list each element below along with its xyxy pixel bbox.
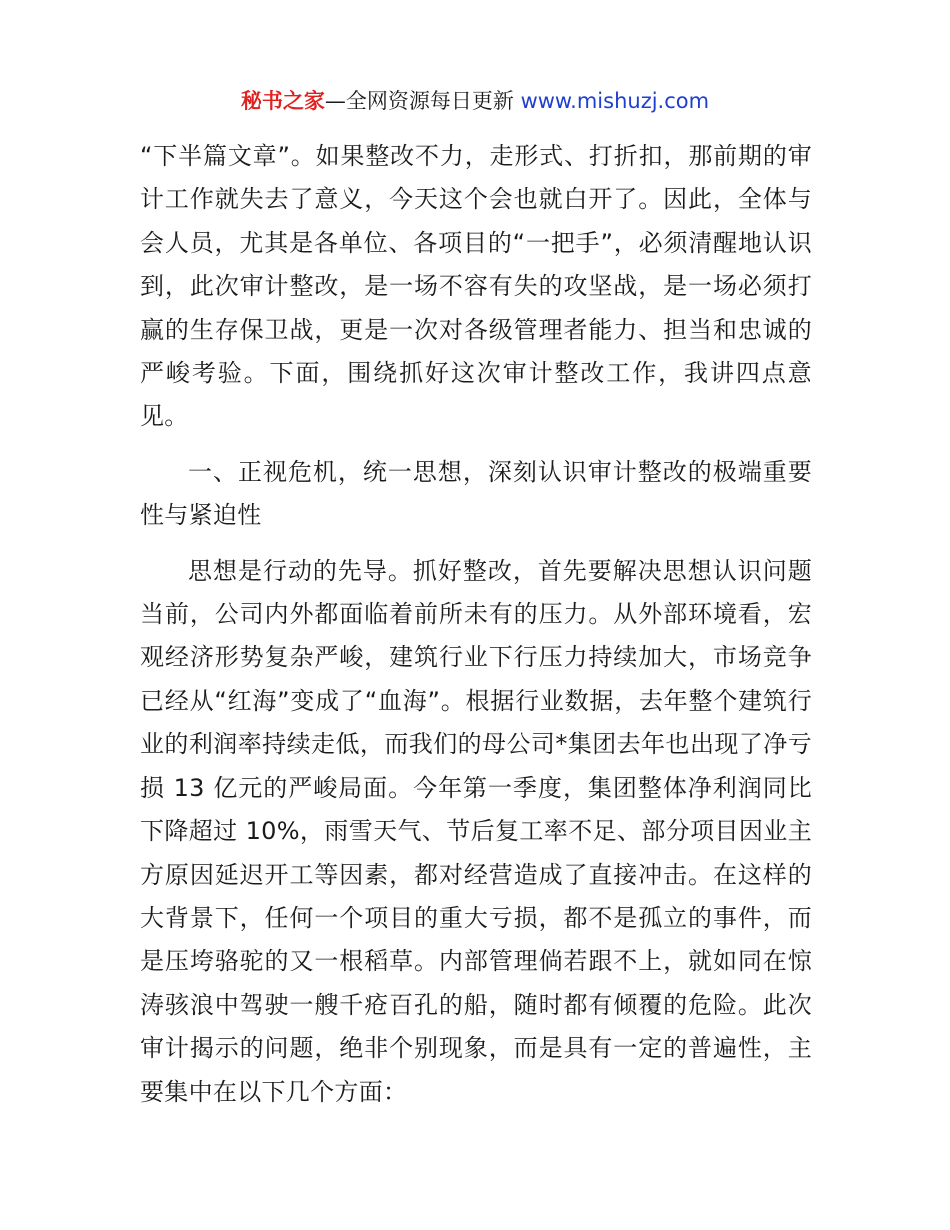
paragraph-gap [140,538,812,550]
header-tagline: —全网资源每日更新 [324,89,514,113]
paragraph-gap [140,439,812,451]
header-url-link[interactable]: www.mishuzj.com [520,89,710,113]
page-header [0,84,950,118]
paragraph-continuation: “下半篇文章”。如果整改不力，走形式、打折扣，那前期的审计工作就失去了意义，今天这个会也就白开了。因此，全体与会人员，尤其是各单位、各项目的“一把手”，必须清醒地认识到，此次审计整改，是一场不容有失的攻坚战，是一场必须打赢的生存保卫战，更是一次对各级管理者能力、担当和忠诚的严峻考验。下面，围绕抓好这次审计整改工作，我讲四点意见。 [140,142,812,431]
section-heading: 一、正视危机，统一思想，深刻认识审计整改的极端重要性与紧迫性 [140,457,812,530]
document-body [140,135,812,1114]
body-paragraph: 思想是行动的先导。抓好整改，首先要解决思想认识问题当前，公司内外都面临着前所未有的压力。从外部环境看，宏观经济形势复杂严峻，建筑行业下行压力持续加大，市场竞争已经从“红海”变成了“血海”。根据行业数据，去年整个建筑行业的利润率持续走低，而我们的母公司*集团去年也出现了净亏损 13 亿元的严峻局面。今年第一季度，集团整体净利润同比下降超过 10%，雨雪天气、节后复工率不足、部分项目因业主方原因延迟开工等因素，都对经营造成了直接冲击。在这样的大背景下，任何一个项目的重大亏损，都不是孤立的事件，而是压垮骆驼的又一根稻草。内部管理倘若跟不上，就如同在惊涛骇浪中驾驶一艘千疮百孔的船，随时都有倾覆的危险。此次审计揭示的问题，绝非个别现象，而是具有一定的普遍性，主要集中在以下几个方面： [140,556,812,1106]
header-brand: 秘书之家 [240,89,325,113]
